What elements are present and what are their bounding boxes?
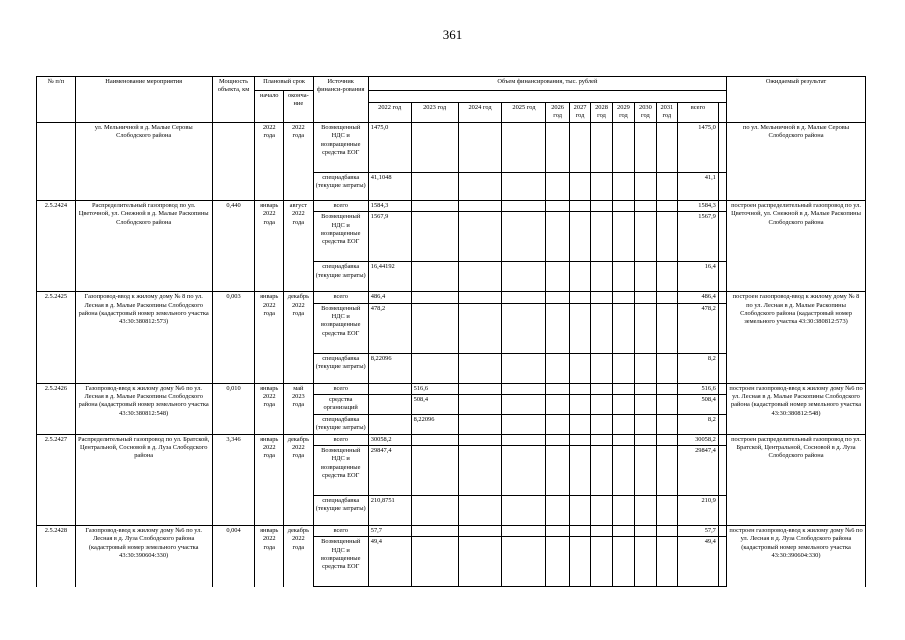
row-year-value: 57,7 [368, 525, 411, 536]
row-year-value [411, 353, 458, 383]
year-2030: 2030 год [635, 103, 656, 123]
row-year-value: 486,4 [368, 292, 411, 303]
row-end: 2022 года [284, 123, 314, 201]
year-2023: 2023 год [411, 103, 458, 123]
row-year-value [569, 292, 590, 303]
row-year-value [546, 201, 569, 212]
row-name: Газопровод-ввод к жилому дому №6 по ул. Лесная в д. Малые Раскопины Слободского района (кадастровый номер земельного участка 43:30:380812:548) [75, 383, 212, 434]
row-year-value [612, 394, 634, 414]
year-2025: 2025 год [502, 103, 546, 123]
row-year-value [458, 445, 502, 495]
row-year-value [635, 394, 656, 414]
row-year-value [656, 525, 677, 536]
row-end: декабрь 2022 года [284, 434, 314, 525]
row-year-value [591, 353, 612, 383]
row-year-value [635, 292, 656, 303]
row-year-value [569, 414, 590, 434]
row-year-value [458, 201, 502, 212]
row-year-value [591, 394, 612, 414]
row-year-value [569, 353, 590, 383]
row-year-value: 1475,0 [368, 123, 411, 173]
row-total: 486,4 [678, 292, 719, 303]
row-name: Распределительный газопровод по ул. Братской, Центральной, Сосновой в д. Луза Слободского района [75, 434, 212, 525]
row-result: построен газопровод-ввод к жилому дому №6 по ул. Лесная в д. Луза Слободского района (кадастровый номер земельного участка 43:30:390604:330) [727, 525, 866, 586]
row-year-value [635, 537, 656, 587]
row-year-value [612, 383, 634, 394]
row-year-value [502, 123, 546, 173]
row-year-value [546, 292, 569, 303]
row-year-value [458, 123, 502, 173]
row-year-value [458, 383, 502, 394]
row-year-value [458, 262, 502, 292]
volume-spacer [368, 91, 726, 103]
row-source: Возмещенный НДС и возвращенные средства ЕОГ [313, 123, 368, 173]
row-source: Возмещенный НДС и возвращенные средства ЕОГ [313, 303, 368, 353]
row-year-value [612, 495, 634, 525]
row-total-gap [718, 353, 726, 383]
row-year-value [502, 262, 546, 292]
row-year-value [502, 537, 546, 587]
row-year-value [502, 445, 546, 495]
row-capacity: 0,003 [212, 292, 255, 383]
row-year-value [502, 303, 546, 353]
col-capacity: Мощность объекта, км [212, 77, 255, 123]
row-year-value [591, 292, 612, 303]
row-start: январь 2022 года [255, 292, 284, 383]
row-year-value [635, 434, 656, 445]
row-year-value [656, 414, 677, 434]
row-year-value [458, 303, 502, 353]
row-year-value [411, 445, 458, 495]
col-volume: Объем финансирования, тыс. рублей [368, 77, 726, 91]
row-number: 2.5.2425 [37, 292, 76, 383]
row-result: построен распределительный газопровод по ул. Братской, Центральной, Сосновой в д. Луза Слободского района [727, 434, 866, 525]
row-year-value [411, 173, 458, 201]
row-year-value [411, 495, 458, 525]
row-year-value [411, 525, 458, 536]
row-year-value [458, 525, 502, 536]
row-year-value [502, 525, 546, 536]
row-year-value [569, 173, 590, 201]
row-total-gap [718, 495, 726, 525]
row-year-value [569, 525, 590, 536]
row-capacity [212, 123, 255, 201]
row-name: Распределительный газопровод по ул. Цветочной, ул. Снежной в д. Малые Раскопины Слободского района [75, 201, 212, 292]
row-total: 210,9 [678, 495, 719, 525]
row-total: 1475,0 [678, 123, 719, 173]
row-year-value [546, 414, 569, 434]
table-row [37, 201, 866, 212]
row-year-value [569, 201, 590, 212]
row-year-value: 478,2 [368, 303, 411, 353]
row-year-value [612, 123, 634, 173]
row-year-value: 508,4 [411, 394, 458, 414]
row-number: 2.5.2428 [37, 525, 76, 586]
row-total: 8,2 [678, 414, 719, 434]
row-source: спецнадбавка (текущие затраты) [313, 173, 368, 201]
row-year-value: 41,1048 [368, 173, 411, 201]
row-total: 49,4 [678, 537, 719, 587]
row-year-value [591, 201, 612, 212]
row-year-value [612, 303, 634, 353]
row-year-value: 210,8751 [368, 495, 411, 525]
row-year-value [656, 303, 677, 353]
row-year-value: 8,22096 [411, 414, 458, 434]
row-year-value [591, 123, 612, 173]
row-total-gap [718, 394, 726, 414]
row-year-value [656, 383, 677, 394]
row-year-value [502, 495, 546, 525]
row-year-value [591, 434, 612, 445]
row-year-value [591, 303, 612, 353]
row-source: спецнадбавка (текущие затраты) [313, 353, 368, 383]
row-total: 57,7 [678, 525, 719, 536]
row-source: всего [313, 525, 368, 536]
row-end: декабрь 2022 года [284, 525, 314, 586]
row-year-value [591, 383, 612, 394]
row-source: спецнадбавка (текущие затраты) [313, 262, 368, 292]
row-result: по ул. Мельничной в д. Малые Серовы Слободского района [727, 123, 866, 201]
table-row [37, 292, 866, 303]
row-year-value [612, 173, 634, 201]
table-row [37, 434, 866, 445]
row-year-value [368, 383, 411, 394]
row-year-value [546, 353, 569, 383]
row-year-value [458, 394, 502, 414]
row-end: май 2023 года [284, 383, 314, 434]
row-year-value [411, 434, 458, 445]
year-2028: 2028 год [591, 103, 612, 123]
row-year-value: 30058,2 [368, 434, 411, 445]
row-total-gap [718, 434, 726, 445]
row-source: Возмещенный НДС и возвращенные средства ЕОГ [313, 212, 368, 262]
row-year-value [656, 262, 677, 292]
row-year-value: 49,4 [368, 537, 411, 587]
row-year-value [635, 414, 656, 434]
col-num: № п/п [37, 77, 76, 123]
row-total: 29847,4 [678, 445, 719, 495]
row-year-value [411, 201, 458, 212]
row-year-value [546, 383, 569, 394]
row-total-gap [718, 292, 726, 303]
row-total: 508,4 [678, 394, 719, 414]
row-year-value [569, 123, 590, 173]
row-source: спецнадбавка (текущие затраты) [313, 414, 368, 434]
table-row [37, 525, 866, 536]
row-year-value [411, 292, 458, 303]
year-2026: 2026 год [546, 103, 569, 123]
row-year-value [635, 303, 656, 353]
row-year-value [656, 445, 677, 495]
row-capacity: 0,004 [212, 525, 255, 586]
col-result: Ожидаемый результат [727, 77, 866, 123]
row-year-value [612, 414, 634, 434]
row-year-value [612, 434, 634, 445]
row-year-value [458, 173, 502, 201]
row-year-value [656, 495, 677, 525]
year-2022: 2022 год [368, 103, 411, 123]
row-year-value [502, 292, 546, 303]
row-year-value [569, 537, 590, 587]
row-result: построен газопровод-ввод к жилому дому №6 по ул. Лесная в д. Малые Раскопины Слободского района (кадастровый номер земельного участка 43:30:380812:548) [727, 383, 866, 434]
row-total: 478,2 [678, 303, 719, 353]
row-year-value [591, 212, 612, 262]
col-plan-period: Плановый срок [255, 77, 313, 91]
row-total-gap [718, 537, 726, 587]
row-start: январь 2022 года [255, 525, 284, 586]
row-year-value [635, 212, 656, 262]
row-year-value [546, 495, 569, 525]
row-total: 8,2 [678, 353, 719, 383]
row-year-value [458, 292, 502, 303]
row-year-value [546, 262, 569, 292]
row-year-value [569, 445, 590, 495]
row-total-gap [718, 525, 726, 536]
row-total: 30058,2 [678, 434, 719, 445]
row-source: всего [313, 201, 368, 212]
row-year-value [502, 173, 546, 201]
row-year-value [411, 123, 458, 173]
row-result: построен газопровод-ввод к жилому дому № 8 по ул. Лесная в д. Малые Раскопины Слободского района (кадастровый номер земельного участка 43:30:380812:573) [727, 292, 866, 383]
row-year-value [612, 262, 634, 292]
row-year-value [591, 414, 612, 434]
row-name: Газопровод-ввод к жилому дому №6 по ул. Лесная в д. Луза Слободского района (кадастровый номер земельного участка 43:30:390604:330) [75, 525, 212, 586]
row-end: август 2022 года [284, 201, 314, 292]
row-total: 16,4 [678, 262, 719, 292]
row-year-value [458, 212, 502, 262]
row-total-gap [718, 414, 726, 434]
row-year-value: 29847,4 [368, 445, 411, 495]
row-year-value [411, 262, 458, 292]
row-year-value [656, 353, 677, 383]
row-name: ул. Мельничной в д. Малые Серовы Слободского района [75, 123, 212, 201]
row-year-value: 8,22096 [368, 353, 411, 383]
row-year-value [569, 212, 590, 262]
row-year-value [591, 262, 612, 292]
row-year-value [591, 525, 612, 536]
row-source: всего [313, 434, 368, 445]
row-year-value [502, 201, 546, 212]
row-year-value [368, 394, 411, 414]
row-year-value [635, 262, 656, 292]
row-year-value [458, 414, 502, 434]
year-2027: 2027 год [569, 103, 590, 123]
row-year-value [458, 537, 502, 587]
row-number: 2.5.2427 [37, 434, 76, 525]
row-number: 2.5.2426 [37, 383, 76, 434]
col-name: Наименование мероприятия [75, 77, 212, 123]
row-total-gap [718, 173, 726, 201]
row-source: Возмещенный НДС и возвращенные средства ЕОГ [313, 445, 368, 495]
row-year-value [591, 537, 612, 587]
row-end: декабрь 2022 года [284, 292, 314, 383]
row-year-value [546, 212, 569, 262]
row-year-value [635, 525, 656, 536]
row-capacity: 3,346 [212, 434, 255, 525]
total-gap [718, 103, 726, 123]
row-year-value [635, 123, 656, 173]
row-number [37, 123, 76, 201]
row-year-value: 1567,9 [368, 212, 411, 262]
row-year-value [635, 353, 656, 383]
row-year-value [368, 414, 411, 434]
row-start: январь 2022 года [255, 434, 284, 525]
row-year-value [502, 414, 546, 434]
table-row [37, 123, 866, 173]
row-year-value [656, 292, 677, 303]
row-year-value [591, 495, 612, 525]
row-year-value [635, 495, 656, 525]
year-2024: 2024 год [458, 103, 502, 123]
row-year-value [635, 173, 656, 201]
col-source: Источник финанси-рования [313, 77, 368, 123]
row-source: всего [313, 292, 368, 303]
row-year-value [546, 123, 569, 173]
row-year-value [656, 123, 677, 173]
row-year-value [458, 495, 502, 525]
row-year-value [502, 434, 546, 445]
row-total-gap [718, 383, 726, 394]
row-total-gap [718, 445, 726, 495]
row-year-value [502, 383, 546, 394]
row-total-gap [718, 303, 726, 353]
year-2029: 2029 год [612, 103, 634, 123]
row-year-value [546, 173, 569, 201]
col-end: оконча-ние [284, 91, 314, 123]
row-year-value [546, 434, 569, 445]
row-year-value [546, 303, 569, 353]
row-source: спецнадбавка (текущие затраты) [313, 495, 368, 525]
row-year-value [612, 201, 634, 212]
row-year-value [546, 445, 569, 495]
row-year-value [612, 525, 634, 536]
row-total: 1584,3 [678, 201, 719, 212]
row-start: январь 2022 года [255, 201, 284, 292]
row-year-value: 516,6 [411, 383, 458, 394]
row-total: 41,1 [678, 173, 719, 201]
row-year-value [411, 537, 458, 587]
row-year-value [411, 303, 458, 353]
row-year-value [612, 445, 634, 495]
page-number: 361 [442, 27, 463, 42]
row-year-value [569, 394, 590, 414]
row-year-value [656, 212, 677, 262]
row-year-value [591, 445, 612, 495]
row-start: январь 2022 года [255, 383, 284, 434]
row-year-value [502, 212, 546, 262]
row-year-value [411, 212, 458, 262]
header-row-1 [37, 77, 866, 91]
row-year-value [656, 434, 677, 445]
row-total-gap [718, 262, 726, 292]
row-total-gap [718, 201, 726, 212]
row-result: построен распределительный газопровод по ул. Цветочной, ул. Снежной в д. Малые Раскопины Слободского района [727, 201, 866, 292]
row-year-value [635, 201, 656, 212]
row-capacity: 0,440 [212, 201, 255, 292]
row-year-value [612, 537, 634, 587]
row-year-value [502, 394, 546, 414]
row-start: 2022 года [255, 123, 284, 201]
row-year-value [591, 173, 612, 201]
row-year-value [502, 353, 546, 383]
row-year-value: 16,44192 [368, 262, 411, 292]
row-source: Возмещенный НДС и возвращенные средства ЕОГ [313, 537, 368, 587]
row-year-value [656, 394, 677, 414]
row-year-value [546, 525, 569, 536]
row-year-value [569, 262, 590, 292]
row-total: 516,6 [678, 383, 719, 394]
row-year-value [656, 537, 677, 587]
row-name: Газопровод-ввод к жилому дому № 8 по ул. Лесная в д. Малые Раскопины Слободского района (кадастровый номер земельного участка 43:30:380812:573) [75, 292, 212, 383]
table-row [37, 383, 866, 394]
row-source: средства организаций [313, 394, 368, 414]
row-total: 1567,9 [678, 212, 719, 262]
row-total-gap [718, 123, 726, 173]
row-year-value [635, 445, 656, 495]
row-year-value [569, 434, 590, 445]
row-year-value: 1584,3 [368, 201, 411, 212]
row-year-value [612, 353, 634, 383]
row-year-value [458, 353, 502, 383]
row-year-value [569, 495, 590, 525]
row-year-value [656, 201, 677, 212]
row-total-gap [718, 212, 726, 262]
row-year-value [546, 537, 569, 587]
row-year-value [569, 383, 590, 394]
row-year-value [458, 434, 502, 445]
row-year-value [635, 383, 656, 394]
row-year-value [569, 303, 590, 353]
col-start: начало [255, 91, 284, 123]
row-year-value [656, 173, 677, 201]
col-total: всего [678, 103, 719, 123]
row-year-value [546, 394, 569, 414]
row-year-value [612, 212, 634, 262]
year-2031: 2031 год [656, 103, 677, 123]
financing-table [36, 76, 866, 587]
row-capacity: 0,010 [212, 383, 255, 434]
row-year-value [612, 292, 634, 303]
row-number: 2.5.2424 [37, 201, 76, 292]
row-source: всего [313, 383, 368, 394]
